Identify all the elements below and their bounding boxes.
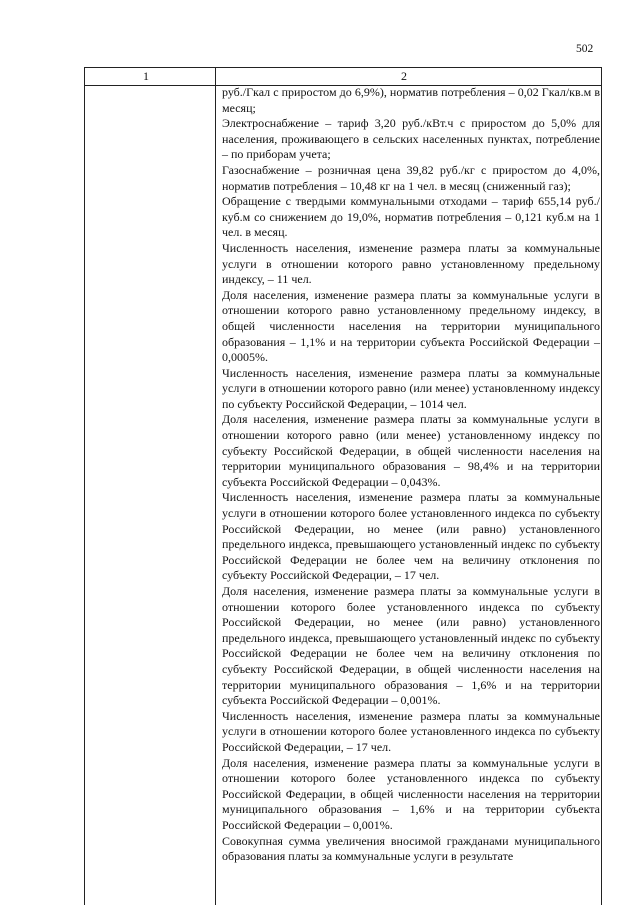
- paragraph: Численность населения, изменение размера платы за коммунальные услуги в отношении которого равно установленному предельному индексу, – 11 чел.: [222, 240, 600, 287]
- paragraph: руб./Гкал с приростом до 6,9%), норматив потребления – 0,02 Гкал/кв.м в месяц;: [222, 85, 600, 115]
- paragraph: Обращение с твердыми коммунальными отходами – тариф 655,14 руб./куб.м со снижением до 19,0%, норматив потребления – 0,121 куб.м на 1 чел. в месяц.: [222, 194, 600, 240]
- table-header-row: [85, 68, 601, 86]
- paragraph: Совокупная сумма увеличения вносимой гражданами муниципального образования платы за коммунальные услуги в результате: [222, 833, 600, 864]
- paragraph: Численность населения, изменение размера платы за коммунальные услуги в отношении которого более установленного индекса по субъекту Российской Федерации, но менее (или равно) установленного предельного индекса, превышающего установленный индекс по субъекту Российской Федерации не более чем на величину отклонения по субъекту Российской Федерации, – 17 чел.: [222, 490, 600, 583]
- paragraph: Доля населения, изменение размера платы за коммунальные услуги в отношении которого равно (или менее) установленному индексу по субъекту Российской Федерации, в общей численности населения на территории муниципального образования – 98,4% и на территории субъекта Российской Федерации – 0,043%.: [222, 412, 600, 489]
- paragraph: Доля населения, изменение размера платы за коммунальные услуги в отношении которого равно установленному предельному индексу, в общей численности населения на территории муниципального образования – 1,1% и на территории субъекта Российской Федерации – 0,0005%.: [222, 287, 600, 365]
- column-divider: [215, 68, 216, 905]
- document-table: [84, 67, 602, 905]
- header-col-1: 1: [143, 69, 149, 83]
- table-cell-col-2: [222, 85, 600, 865]
- paragraph: Доля населения, изменение размера платы за коммунальные услуги в отношении которого более установленного индекса по субъекту Российской Федерации, в общей численности населения на территории муниципального образования – 1,6% и на территории субъекта Российской Федерации – 0,001%.: [222, 755, 600, 832]
- paragraph: Доля населения, изменение размера платы за коммунальные услуги в отношении которого более установленного индекса по субъекту Российской Федерации, но менее (или равно) установленного предельного индекса, превышающего установленный индекс по субъекту Российской Федерации не более чем на величину отклонения по субъекту Российской Федерации, в общей численности населения на территории муниципального образования – 1,6% и на территории субъекта Российской Федерации – 0,001%.: [222, 584, 600, 708]
- paragraph: Численность населения, изменение размера платы за коммунальные услуги в отношении которого равно (или менее) установленному индексу по субъекту Российской Федерации, – 1014 чел.: [222, 365, 600, 411]
- page-number: 502: [576, 43, 594, 55]
- header-col-2: 2: [401, 69, 407, 83]
- paragraph: Численность населения, изменение размера платы за коммунальные услуги в отношении которого более установленного индекса по субъекту Российской Федерации, – 17 чел.: [222, 708, 600, 754]
- paragraph: Электроснабжение – тариф 3,20 руб./кВт.ч с приростом до 5,0% для населения, проживающего в сельских населенных пунктах, потребление – по приборам учета;: [222, 116, 600, 162]
- paragraph: Газоснабжение – розничная цена 39,82 руб./кг с приростом до 4,0%, норматив потребления – 10,48 кг на 1 чел. в месяц (сниженный газ);: [222, 162, 600, 193]
